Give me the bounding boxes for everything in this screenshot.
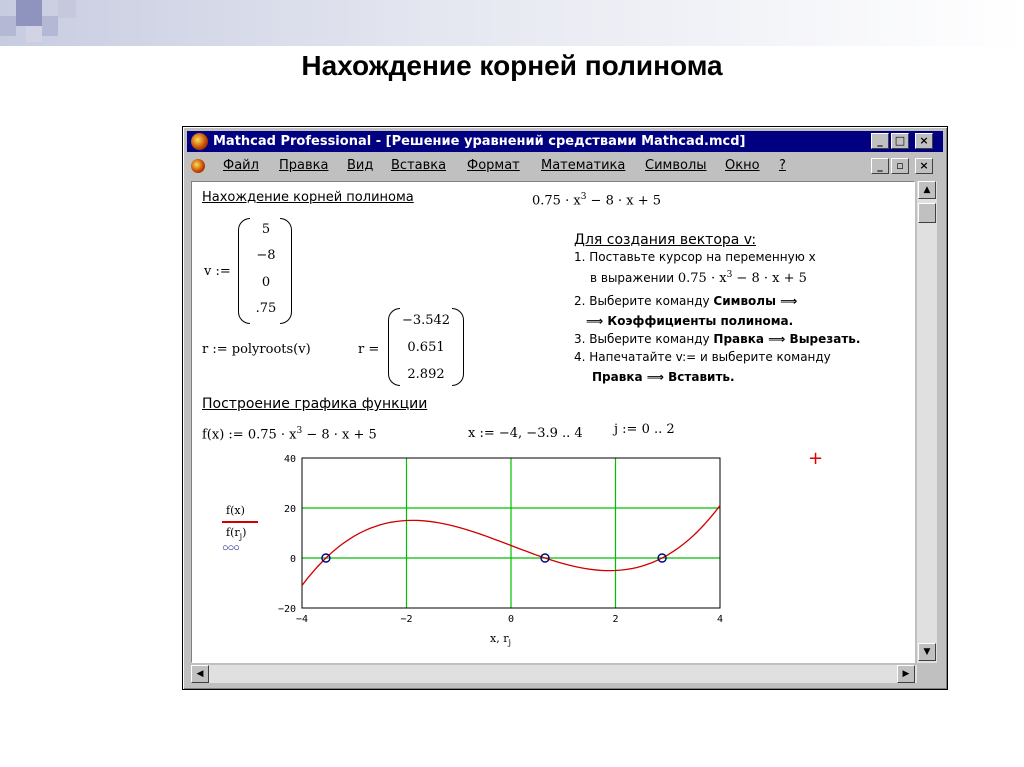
- decor-square: [58, 0, 76, 18]
- instruction-step-4: 4. Напечатайте v:= и выберите команду: [574, 350, 831, 364]
- scroll-down-button[interactable]: ▼: [918, 643, 936, 661]
- r-value: 2.892: [407, 367, 445, 382]
- x-axis-label: [490, 632, 511, 647]
- range-x-definition: x := −4, −3.9 .. 4: [468, 426, 583, 441]
- instruction-step-4-cont: Правка ⟹ Вставить.: [592, 370, 735, 384]
- y-tick-label: 40: [283, 454, 296, 465]
- doc-restore-button[interactable]: ▫: [891, 158, 909, 174]
- v-value: 5: [261, 222, 271, 237]
- y-tick-label: −20: [277, 604, 296, 615]
- instruction-text: 2. Выберите команду: [574, 294, 714, 308]
- instruction-exponent: 3: [726, 270, 733, 280]
- x-tick-label: 0: [507, 614, 515, 625]
- x-axis-label-sub: j: [508, 638, 511, 648]
- range-j-definition: j := 0 .. 2: [614, 422, 675, 437]
- root-marker: [322, 554, 330, 562]
- v-value: .75: [255, 301, 277, 316]
- menu-math[interactable]: Математика: [541, 158, 626, 173]
- y-tick-label: 0: [289, 554, 296, 565]
- instruction-command: Символы ⟹: [713, 294, 798, 308]
- doc-minimize-button[interactable]: _: [871, 158, 889, 174]
- decor-square: [26, 26, 42, 42]
- close-button[interactable]: ×: [915, 133, 933, 149]
- x-tick-label: 4: [716, 614, 724, 625]
- poly-part: − 8 · x + 5: [586, 193, 662, 209]
- instruction-step-2-cont: ⟹ Коэффициенты полинома.: [586, 314, 794, 328]
- instruction-text: 3. Выберите команду: [574, 332, 714, 346]
- slide-title: Нахождение корней полинома: [301, 50, 723, 81]
- window-title: Mathcad Professional - [Решение уравнений средствами Mathcad.mcd]: [213, 134, 746, 149]
- x-tick-label: −4: [295, 614, 309, 625]
- instruction-expr: 0.75 · x: [677, 271, 727, 286]
- instruction-step-1: 1. Поставьте курсор на переменную x: [574, 250, 816, 264]
- decor-square: [42, 16, 58, 36]
- root-marker: [541, 554, 549, 562]
- v-value: −8: [256, 248, 276, 263]
- window-titlebar[interactable]: [187, 131, 943, 152]
- doc-close-button[interactable]: ×: [915, 158, 933, 174]
- worksheet[interactable]: [191, 181, 915, 663]
- menu-file[interactable]: Файл: [223, 158, 259, 173]
- instruction-command: Правка ⟹ Вырезать.: [713, 332, 861, 346]
- plot-heading: Построение графика функции: [202, 396, 428, 412]
- vertical-scroll-thumb[interactable]: [918, 203, 936, 223]
- function-curve: [302, 506, 720, 586]
- legend-markers: ○○○: [222, 542, 239, 554]
- scroll-right-button[interactable]: ▶: [897, 665, 915, 683]
- x-axis-label-text: x, r: [490, 632, 509, 645]
- legend-text: f(r: [226, 526, 240, 539]
- polynomial-expression: [532, 192, 661, 208]
- function-part: f(x) := 0.75 · x: [202, 427, 297, 443]
- slide-header-bar: [0, 0, 1024, 46]
- minimize-button[interactable]: _: [871, 133, 889, 149]
- decor-square: [0, 16, 16, 36]
- polyroots-definition: r := polyroots(v): [202, 342, 311, 357]
- scroll-left-button[interactable]: ◀: [191, 665, 209, 683]
- menu-view[interactable]: Вид: [347, 158, 374, 173]
- legend-f-x: f(x): [226, 504, 245, 517]
- red-crosshair-cursor: +: [808, 448, 824, 469]
- poly-exponent: 3: [580, 192, 587, 202]
- instruction-step-2: [574, 294, 797, 308]
- v-label: v :=: [204, 264, 231, 279]
- x-tick-label: −2: [400, 614, 413, 625]
- menu-symbolics[interactable]: Символы: [645, 158, 707, 173]
- worksheet-heading: Нахождение корней полинома: [202, 190, 414, 205]
- maximize-button[interactable]: □: [891, 133, 909, 149]
- legend-sub: j: [239, 532, 243, 542]
- menu-bar: [187, 155, 943, 177]
- instruction-expr: − 8 · x + 5: [732, 271, 807, 286]
- mathcad-app-icon: [191, 133, 208, 150]
- menu-insert[interactable]: Вставка: [391, 158, 447, 173]
- instruction-step-3: [574, 332, 860, 346]
- mathcad-window: [182, 126, 948, 690]
- legend-text: ): [242, 526, 247, 539]
- x-tick-label: 2: [612, 614, 619, 625]
- instruction-text: в выражении: [590, 271, 675, 285]
- r-label: r =: [358, 342, 380, 357]
- menu-edit[interactable]: Правка: [279, 158, 329, 173]
- plot-frame: [302, 458, 720, 608]
- vertical-scrollbar[interactable]: [917, 181, 937, 663]
- instructions-heading: Для создания вектора v:: [574, 232, 757, 248]
- legend-f-r: [226, 526, 246, 541]
- function-part: − 8 · x + 5: [302, 427, 377, 443]
- r-value: −3.542: [401, 313, 451, 328]
- legend-line-swatch: [222, 521, 258, 523]
- poly-part: 0.75 · x: [532, 193, 581, 209]
- function-exponent: 3: [296, 426, 303, 436]
- scroll-up-button[interactable]: ▲: [918, 181, 936, 199]
- decor-square: [16, 0, 42, 26]
- horizontal-scrollbar[interactable]: [191, 665, 917, 683]
- function-definition: [202, 426, 377, 442]
- menu-format[interactable]: Формат: [467, 158, 520, 173]
- root-marker: [658, 554, 666, 562]
- document-icon[interactable]: [191, 159, 205, 173]
- r-value: 0.651: [407, 340, 445, 355]
- menu-window[interactable]: Окно: [725, 158, 760, 173]
- y-tick-label: 20: [283, 504, 296, 515]
- menu-help[interactable]: ?: [779, 158, 786, 173]
- v-value: 0: [261, 275, 271, 290]
- instruction-step-1-expression: [590, 270, 807, 286]
